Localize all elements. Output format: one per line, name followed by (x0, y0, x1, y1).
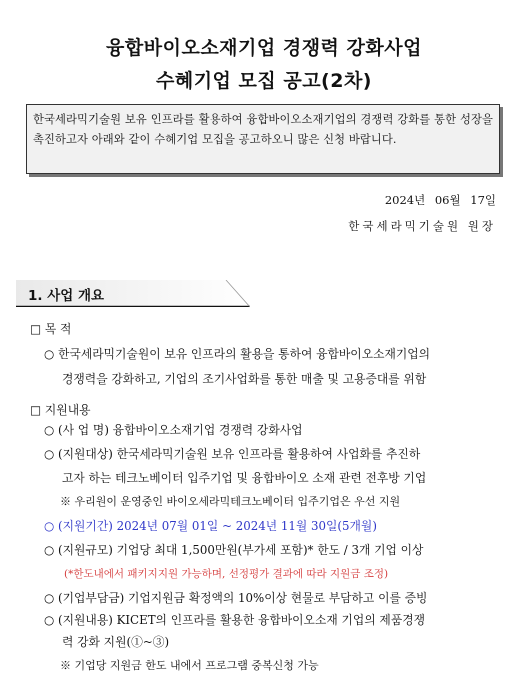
purpose-label: □ 목 적 (30, 322, 72, 336)
issuer: 한국세라믹기술원 원장 (348, 219, 496, 233)
target-line-1: ○ (지원대상) 한국세라믹기술원 보유 인프라를 활용하여 사업화를 추진하 (44, 447, 421, 461)
target-note: ※ 우리원이 운영중인 바이오세라믹테크노베이터 입주기업은 우선 지원 (60, 495, 401, 508)
project-name: ○ (사 업 명) 융합바이오소재기업 경쟁력 강화사업 (44, 423, 303, 437)
content-note: ※ 기업당 지원금 한도 내에서 프로그램 중복신청 가능 (60, 659, 319, 672)
title-line-1: 융합바이오소재기업 경쟁력 강화사업 (106, 37, 422, 59)
content-line-2: 력 강화 지원(①~③) (62, 635, 170, 649)
target-line-2: 고자 하는 테크노베이터 입주기업 및 융합바이오 소재 관련 전후방 기업 (62, 471, 427, 485)
company-burden: ○ (기업부담금) 기업지원금 확정액의 10%이상 현물로 부담하고 이를 증빙 (44, 591, 428, 605)
support-period: ○ (지원기간) 2024년 07월 01일 ~ 2024년 11월 30일(5개월) (44, 519, 377, 533)
intro-box: 한국세라믹기술원 보유 인프라를 활용하여 융합바이오소재기업의 경쟁력 강화를 통한 성장을 촉진하고자 아래와 같이 수혜기업 모집을 공고하오니 많은 신청 바랍니다. (26, 104, 500, 174)
support-scale: ○ (지원규모) 기업당 최대 1,500만원(부가세 포함)* 한도 / 3개 기업 이상 (44, 543, 424, 557)
section-1-title: 1. 사업 개요 (28, 288, 105, 304)
section-1-header (16, 280, 250, 307)
purpose-line-2: 경쟁력을 강화하고, 기업의 조기사업화를 통한 매출 및 고용증대를 위함 (62, 372, 427, 386)
announcement-date: 2024년 06월 17일 (384, 193, 496, 207)
purpose-line-1: ○ 한국세라믹기술원이 보유 인프라의 활용을 통하여 융합바이오소재기업의 (44, 347, 431, 361)
content-line-1: ○ (지원내용) KICET의 인프라를 활용한 융합바이오소재 기업의 제품경쟁 (44, 613, 426, 627)
title-line-2: 수혜기업 모집 공고(2차) (155, 70, 372, 92)
support-scale-note: (*한도내에서 패키지지원 가능하며, 선정평가 결과에 따라 지원금 조정) (64, 568, 389, 580)
support-label: □ 지원내용 (30, 403, 91, 417)
